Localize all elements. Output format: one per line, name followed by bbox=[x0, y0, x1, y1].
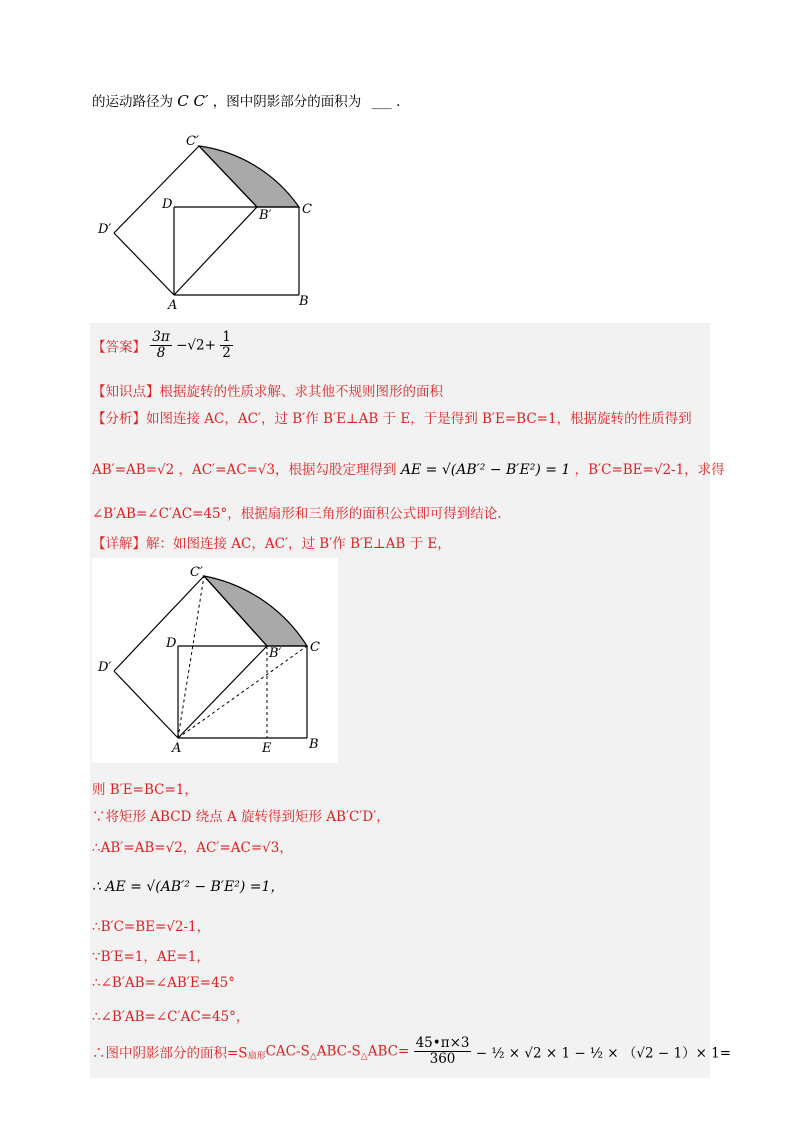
final-mid-2: ABC-S bbox=[316, 1043, 361, 1060]
shaded-region-2 bbox=[204, 576, 307, 646]
answer-frac-2-num: 1 bbox=[222, 329, 231, 345]
detail-line bbox=[92, 532, 451, 552]
step-line-8 bbox=[92, 1005, 249, 1025]
step-line-4 bbox=[92, 876, 284, 896]
geometry-figure-1 bbox=[92, 125, 332, 310]
label-d-prime: D′ bbox=[98, 222, 112, 237]
step-line-7 bbox=[92, 975, 235, 991]
fig2-label-d: D bbox=[166, 636, 177, 651]
dashed-ac1-line bbox=[178, 576, 204, 738]
label-b-prime: B′ bbox=[259, 208, 272, 223]
analysis-text-1: 如图连接 AC，AC′，过 B′作 B′E⊥AB 于 E，于是得到 B′E=BC=1，根据旋转的性质得到 bbox=[146, 411, 692, 427]
fig2-label-c-prime: C′ bbox=[190, 565, 203, 580]
knowledge-text: 根据旋转的性质求解、求其他不规则图形的面积 bbox=[159, 384, 443, 400]
step-text-4: ∴ AE = √(AB′² − B′E²) =1， bbox=[92, 879, 285, 895]
final-frac-num: 45•π×3 bbox=[415, 1035, 470, 1051]
answer-sqrt-term: −√2+ bbox=[176, 337, 216, 354]
rot2-c1d1-line bbox=[114, 576, 204, 671]
analysis-text-3: ∠B′AB=∠C′AC=45°，根据扇形和三角形的面积公式即可得到结论. bbox=[92, 506, 502, 522]
detail-tag: 【详解】 bbox=[92, 536, 146, 552]
final-sub-1: 扇形 bbox=[247, 1051, 266, 1062]
label-c: C bbox=[302, 202, 312, 217]
answer-frac-1-num: 3π bbox=[152, 329, 170, 345]
rot-d1a-line bbox=[114, 233, 174, 295]
label-b: B bbox=[299, 294, 309, 309]
final-sub-2: △ bbox=[309, 1051, 317, 1062]
step-text-6: ∵B′E=1，AE=1， bbox=[92, 949, 210, 965]
intro-end: . bbox=[396, 94, 401, 110]
step-line-5 bbox=[92, 915, 210, 935]
intro-prefix: 的运动路径为 bbox=[92, 94, 173, 110]
step-text-3: ∴AB′=AB=√2，AC′=AC=√3， bbox=[92, 840, 293, 856]
final-mid-1: CAC-S bbox=[265, 1043, 310, 1060]
answer-tag: 【答案】 bbox=[92, 339, 146, 356]
analysis-line-1 bbox=[92, 407, 692, 427]
step-line-1 bbox=[92, 778, 198, 798]
fig2-label-b: B bbox=[309, 737, 319, 752]
answer-frac-1 bbox=[150, 330, 171, 361]
knowledge-line bbox=[92, 380, 443, 400]
fig2-label-b-prime: B′ bbox=[269, 646, 282, 661]
analysis-line-2 bbox=[92, 458, 725, 478]
final-sub-3: △ bbox=[360, 1051, 368, 1062]
detail-text: 解：如图连接 AC，AC′，过 B′作 B′E⊥AB 于 E， bbox=[146, 536, 451, 552]
arc-label: C C′ bbox=[177, 92, 209, 110]
step-line-6 bbox=[92, 945, 210, 965]
intro-line bbox=[92, 90, 400, 110]
fig2-label-a: A bbox=[172, 741, 182, 756]
answer-line bbox=[92, 330, 233, 361]
step-text-5: ∴B′C=BE=√2-1， bbox=[92, 919, 211, 935]
final-frac bbox=[414, 1036, 472, 1067]
fig2-label-e: E bbox=[262, 741, 272, 756]
analysis-text-2b: ，B′C=BE=√2-1，求得 bbox=[574, 462, 725, 478]
analysis-formula: AE = √(AB′² − B′E²) = 1 bbox=[400, 462, 571, 478]
final-frac-den: 360 bbox=[429, 1050, 456, 1067]
dashed-ac-line bbox=[178, 646, 307, 738]
knowledge-tag: 【知识点】 bbox=[92, 384, 160, 400]
answer-frac-2 bbox=[220, 330, 233, 361]
analysis-tag: 【分析】 bbox=[92, 411, 146, 427]
fig2-label-d-prime: D′ bbox=[98, 660, 112, 675]
answer-frac-1-den: 8 bbox=[156, 344, 166, 361]
final-rest: − ½ × √2 × 1 − ½ × （√2 − 1）× 1= bbox=[475, 1045, 732, 1062]
rot2-ab1-line bbox=[178, 646, 267, 738]
label-a: A bbox=[168, 298, 178, 310]
label-c-prime: C′ bbox=[186, 134, 199, 149]
answer-frac-2-den: 2 bbox=[222, 344, 231, 361]
final-prefix: ∴图中阴影部分的面积=S bbox=[92, 1045, 248, 1062]
final-mid-3: ABC= bbox=[367, 1043, 410, 1060]
analysis-text-2a: AB′=AB=√2 ，AC′=AC=√3，根据勾股定理得到 bbox=[92, 462, 397, 478]
step-text-7: ∴∠B′AB=∠AB′E=45° bbox=[92, 975, 236, 991]
step-line-2 bbox=[92, 805, 390, 825]
final-line bbox=[92, 1036, 731, 1067]
rot-c1d1-line bbox=[114, 146, 199, 233]
step-text-2: ∵将矩形 ABCD 绕点 A 旋转得到矩形 AB′C′D′， bbox=[92, 809, 390, 825]
label-d: D bbox=[162, 197, 173, 212]
rot2-d1a-line bbox=[114, 671, 178, 738]
step-text-8: ∴∠B′AB=∠C′AC=45°， bbox=[92, 1009, 250, 1025]
intro-suffix: ，图中阴影部分的面积为 bbox=[212, 94, 362, 110]
rot-ab1-line bbox=[174, 207, 257, 295]
answer-blank: ___ bbox=[371, 94, 392, 110]
fig2-label-c: C bbox=[310, 640, 320, 655]
geometry-figure-2 bbox=[92, 558, 338, 763]
step-text-1: 则 B′E=BC=1， bbox=[92, 782, 198, 798]
step-line-3 bbox=[92, 836, 293, 856]
analysis-line-3 bbox=[92, 502, 502, 522]
